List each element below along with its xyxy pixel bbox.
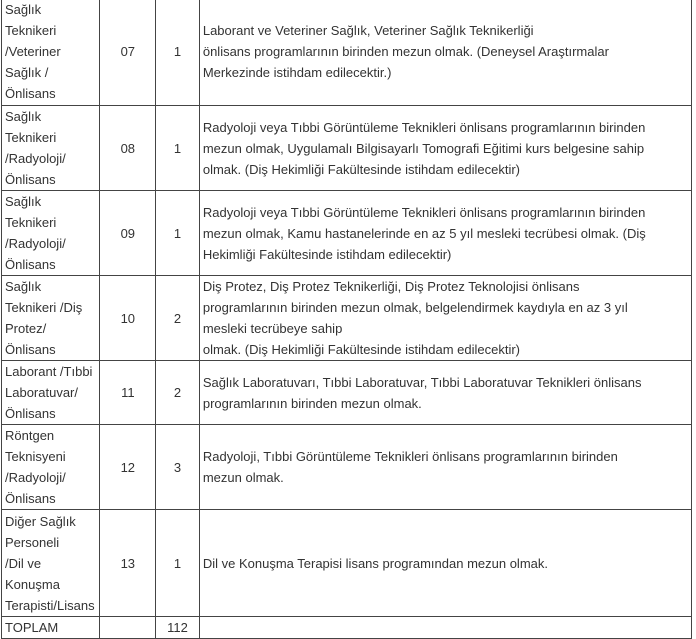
count-value: 1 — [173, 555, 182, 571]
requirement-line: Sağlık Laboratuvarı, Tıbbi Laboratuvar, Tıbbi Laboratuvar Teknikleri önlisans — [202, 374, 642, 390]
position-line: /Radyoloji/ — [5, 236, 66, 251]
position-line: /Radyoloji/ — [5, 470, 66, 485]
code-value: 12 — [120, 459, 136, 475]
table-row — [2, 276, 692, 361]
code-cell — [100, 0, 156, 106]
requirement-line: mesleki tecrübeye sahip — [202, 321, 343, 336]
requirement-line: Laborant ve Veteriner Sağlık, Veteriner Sağlık Teknikerliği — [202, 23, 534, 38]
requirement-line: Radyoloji veya Tıbbi Görüntüleme Teknikleri önlisans programlarının birinden — [202, 204, 646, 220]
count-cell — [156, 191, 200, 276]
total-requirement-cell — [199, 617, 691, 639]
requirement-line: Diş Protez, Diş Protez Teknikerliği, Diş Protez Teknolojisi önlisans — [202, 279, 580, 294]
code-value: 11 — [121, 385, 135, 400]
requirement-cell — [199, 425, 691, 510]
position-cell — [2, 425, 100, 510]
code-cell — [100, 106, 156, 191]
requirement-line: olmak. (Diş Hekimliği Fakültesinde istihdam edilecektir) — [202, 342, 520, 357]
position-line: Sağlık — [5, 109, 42, 124]
position-line: Laboratuvar/ — [5, 385, 78, 400]
code-value: 13 — [120, 555, 136, 571]
requirement-line: mezun olmak, Uygulamalı Bilgisayarlı Tomografi Eğitimi kurs belgesine sahip — [202, 140, 645, 156]
count-cell — [156, 361, 200, 425]
requirement-cell — [199, 361, 691, 425]
table-row — [2, 510, 692, 617]
position-line: Terapisti/Lisans — [5, 597, 95, 613]
requirement-cell — [199, 191, 691, 276]
count-cell — [156, 0, 200, 106]
code-value: 09 — [120, 225, 136, 241]
count-value: 2 — [173, 385, 182, 400]
requirement-line: mezun olmak. — [202, 470, 284, 485]
requirement-line: önlisans programlarının birinden mezun olmak. (Deneysel Araştırmalar — [202, 44, 609, 59]
position-line: /Radyoloji/ — [5, 151, 66, 166]
count-value: 1 — [173, 140, 182, 156]
requirement-line: mezun olmak, Kamu hastanelerinde en az 5 yıl mesleki tecrübesi olmak. (Diş — [202, 225, 646, 241]
position-line: Sağlık — [5, 279, 42, 294]
position-line: Personeli — [5, 534, 60, 550]
position-line: Önlisans — [5, 257, 56, 272]
code-cell — [100, 361, 156, 425]
requirement-line: programlarının birinden mezun olmak. — [202, 395, 422, 411]
total-code-cell — [100, 617, 156, 639]
count-value: 3 — [173, 459, 182, 475]
position-line: Konuşma — [5, 576, 60, 592]
code-value: 08 — [120, 140, 136, 156]
requirement-line: olmak. (Diş Hekimliği Fakültesinde istihdam edilecektir) — [202, 161, 520, 177]
count-value: 2 — [173, 310, 182, 326]
position-cell — [2, 276, 100, 361]
requirement-cell — [199, 106, 691, 191]
position-line: Önlisans — [5, 406, 56, 421]
position-line: Önlisans — [5, 342, 56, 357]
position-cell — [2, 191, 100, 276]
position-cell — [2, 361, 100, 425]
code-value: 10 — [120, 310, 136, 326]
position-line: Önlisans — [5, 491, 56, 506]
requirement-line: Dil ve Konuşma Terapisi lisans programından mezun olmak. — [202, 555, 548, 571]
position-line: Diğer Sağlık — [5, 513, 76, 529]
position-line: Önlisans — [5, 86, 56, 101]
count-cell — [156, 106, 200, 191]
table-row — [2, 0, 692, 106]
position-line: Teknikeri — [5, 215, 57, 230]
position-line: Laborant /Tıbbi — [5, 364, 93, 379]
requirement-line: Hekimliği Fakültesinde istihdam edilecektir) — [202, 246, 452, 262]
table-row — [2, 425, 692, 510]
position-line: Sağlık — [5, 194, 42, 209]
table-row — [2, 106, 692, 191]
code-cell — [100, 191, 156, 276]
requirement-cell — [199, 510, 691, 617]
count-value: 1 — [173, 225, 182, 241]
position-line: Önlisans — [5, 172, 56, 187]
position-line: Protez/ — [5, 321, 47, 336]
count-cell — [156, 510, 200, 617]
position-line: Teknisyeni — [5, 449, 66, 464]
requirement-line: Merkezinde istihdam edilecektir.) — [202, 65, 392, 80]
requirement-line: Radyoloji, Tıbbi Görüntüleme Teknikleri önlisans programlarının birinden — [202, 449, 618, 464]
code-value: 07 — [120, 44, 136, 59]
total-label: TOPLAM — [2, 617, 100, 639]
requirement-line: programlarının birinden mezun olmak, belgelendirmek kaydıyla en az 3 yıl — [202, 300, 628, 315]
position-line: Teknikeri — [5, 23, 57, 38]
total-count: 112 — [156, 617, 200, 639]
count-value: 1 — [173, 44, 182, 59]
position-cell — [2, 0, 100, 106]
requirement-cell — [199, 276, 691, 361]
positions-table-body — [2, 0, 692, 639]
table-row — [2, 191, 692, 276]
table-row — [2, 361, 692, 425]
position-line: /Dil ve — [5, 555, 42, 571]
count-cell — [156, 425, 200, 510]
count-cell — [156, 276, 200, 361]
code-cell — [100, 425, 156, 510]
position-line: Sağlık — [5, 2, 42, 17]
total-row — [2, 617, 692, 639]
requirement-cell — [199, 0, 691, 106]
position-line: Sağlık / — [5, 65, 49, 80]
code-cell — [100, 510, 156, 617]
position-line: Teknikeri — [5, 130, 57, 145]
position-cell — [2, 106, 100, 191]
positions-table — [1, 0, 692, 639]
requirement-line: Radyoloji veya Tıbbi Görüntüleme Teknikleri önlisans programlarının birinden — [202, 119, 646, 135]
position-line: Teknikeri /Diş — [5, 300, 83, 315]
position-line: Röntgen — [5, 428, 55, 443]
position-cell — [2, 510, 100, 617]
position-line: /Veteriner — [5, 44, 61, 59]
code-cell — [100, 276, 156, 361]
